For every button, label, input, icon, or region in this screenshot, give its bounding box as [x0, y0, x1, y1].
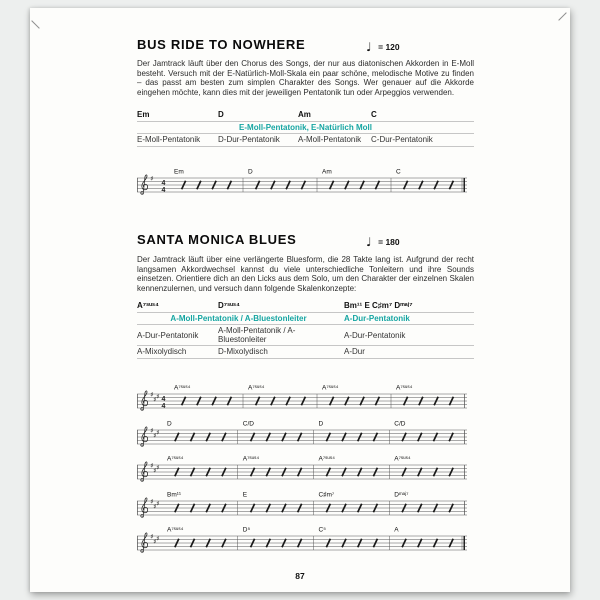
- svg-text:A⁷ˢᵘˢ⁴: A⁷ˢᵘˢ⁴: [248, 384, 265, 392]
- svg-text:Am: Am: [322, 168, 332, 176]
- description-text: Der Jamtrack läuft über den Chorus des Songs, der nur aus diatonischen Akkorden in E-Moll besteht. Versuch mit der E-Natürlich-Moll-Skala ein paar schöne, melodische Motive zu finden – das passt am besten zum simplen Charakter des Songs. Wer genauer auf die Akkorde eingehen möchte, kann dies mit der jeweiligen Pentatonik tun oder Arpeggios verwenden.: [137, 59, 474, 97]
- staff-system-group: [135, 384, 469, 562]
- scale-cell: A-Dur-Pentatonik: [137, 330, 199, 340]
- staff-notation-bus-ride: [135, 168, 469, 196]
- svg-text:D: D: [318, 420, 324, 427]
- svg-text:A: A: [394, 526, 399, 534]
- scale-cell: E-Moll-Pentatonik: [137, 135, 201, 145]
- svg-text:C♯m⁷: C♯m⁷: [318, 491, 335, 498]
- highlight-row: [137, 122, 474, 135]
- scale-row: [137, 346, 474, 359]
- scale-table-bus-ride: [137, 109, 474, 147]
- scale-cell: A-Moll-Pentatonik / A-Bluestonleiter: [218, 326, 296, 344]
- chord-name: Am: [298, 110, 311, 120]
- svg-text:♯: ♯: [156, 429, 160, 436]
- svg-text:A⁷ˢᵘˢ⁴: A⁷ˢᵘˢ⁴: [394, 455, 411, 463]
- svg-text:♯: ♯: [153, 539, 157, 545]
- chord-header-row: [137, 300, 474, 313]
- staff-notation-line-2: [135, 420, 469, 448]
- highlight-scale: A-Moll-Pentatonik / A-Bluestonleiter: [170, 313, 307, 323]
- svg-text:C: C: [396, 168, 401, 176]
- chord-name: D⁷ˢᵘˢ⁴: [218, 301, 240, 311]
- svg-text:D: D: [167, 420, 172, 427]
- svg-text:4: 4: [161, 186, 166, 194]
- svg-text:♯: ♯: [153, 397, 157, 403]
- svg-text:C/D: C/D: [394, 420, 406, 427]
- scale-cell: A-Dur: [344, 347, 365, 357]
- svg-text:♯: ♯: [150, 534, 154, 540]
- highlight-row: [137, 313, 474, 326]
- svg-text:D: D: [248, 168, 253, 176]
- svg-text:A⁷ˢᵘˢ⁴: A⁷ˢᵘˢ⁴: [174, 384, 191, 392]
- scale-table-santa-monica: [137, 300, 474, 359]
- svg-text:A⁷ˢᵘˢ⁴: A⁷ˢᵘˢ⁴: [242, 455, 260, 463]
- song-title-bus-ride: BUS RIDE TO NOWHERE: [137, 37, 306, 52]
- svg-text:A⁷ˢᵘˢ⁴: A⁷ˢᵘˢ⁴: [318, 455, 335, 463]
- page-corner-mark: [558, 12, 566, 20]
- svg-text:C⁵: C⁵: [318, 526, 326, 534]
- svg-text:4: 4: [161, 402, 166, 410]
- svg-text:♯: ♯: [156, 393, 160, 400]
- svg-text:A⁷ˢᵘˢ⁴: A⁷ˢᵘˢ⁴: [396, 384, 413, 392]
- scale-cell: A-Moll-Pentatonik: [298, 135, 362, 145]
- staff-notation-line-5: [135, 526, 469, 554]
- tempo-value: = 180: [378, 237, 400, 247]
- svg-text:♯: ♯: [156, 500, 160, 507]
- quarter-note-icon: ♩: [366, 40, 372, 54]
- svg-text:♯: ♯: [153, 468, 157, 474]
- svg-text:♯: ♯: [150, 392, 154, 398]
- scale-cell: A-Mixolydisch: [137, 347, 187, 357]
- scale-row: [137, 325, 474, 346]
- chord-name: C: [371, 110, 377, 120]
- svg-text:♯: ♯: [150, 463, 154, 469]
- chord-name: D: [218, 110, 224, 120]
- svg-text:A⁷ˢᵘˢ⁴: A⁷ˢᵘˢ⁴: [167, 526, 184, 534]
- svg-text:♯: ♯: [150, 427, 154, 434]
- highlight-scale: E-Moll-Pentatonik, E-Natürlich Moll: [239, 122, 372, 132]
- scale-cell: A-Dur-Pentatonik: [344, 330, 406, 340]
- svg-text:♯: ♯: [153, 503, 157, 510]
- tempo-marking: [366, 232, 400, 250]
- svg-text:4: 4: [161, 395, 166, 403]
- page: [30, 8, 570, 592]
- svg-text:Dᵐᵃʲ⁷: Dᵐᵃʲ⁷: [394, 491, 409, 498]
- scale-cell: D-Dur-Pentatonik: [218, 135, 280, 145]
- svg-text:♯: ♯: [150, 176, 154, 182]
- chord-name: Bm¹¹ E C♯m⁷ Dᵐᵃʲ⁷: [344, 301, 413, 311]
- svg-text:E: E: [242, 491, 248, 498]
- svg-text:♯: ♯: [150, 498, 154, 505]
- scale-cell: D-Mixolydisch: [218, 347, 268, 357]
- svg-text:A⁷ˢᵘˢ⁴: A⁷ˢᵘˢ⁴: [322, 384, 339, 392]
- song-title-santa-monica: SANTA MONICA BLUES: [137, 232, 297, 247]
- svg-text:Em: Em: [174, 168, 184, 176]
- svg-text:C/D: C/D: [242, 420, 254, 427]
- svg-text:♯: ♯: [156, 464, 160, 471]
- svg-text:4: 4: [161, 179, 166, 187]
- staff-notation-line-3: [135, 455, 469, 483]
- chord-name: A⁷ˢᵘˢ⁴: [137, 301, 159, 311]
- svg-text:♯: ♯: [153, 432, 157, 439]
- tempo-marking: [366, 37, 400, 55]
- page-number: 87: [295, 571, 305, 581]
- scale-row: [137, 134, 474, 147]
- scale-cell: C-Dur-Pentatonik: [371, 135, 433, 145]
- svg-text:D⁵: D⁵: [242, 526, 251, 534]
- page-corner-mark: [31, 20, 39, 28]
- staff-notation-line-1: [135, 384, 469, 412]
- tempo-value: = 120: [378, 42, 400, 52]
- highlight-scale: A-Dur-Pentatonik: [344, 313, 410, 323]
- quarter-note-icon: ♩: [366, 235, 372, 249]
- chord-header-row: [137, 109, 474, 122]
- staff-notation-line-4: [135, 491, 469, 519]
- svg-text:Bm¹¹: Bm¹¹: [167, 491, 182, 498]
- chord-name: Em: [137, 110, 150, 120]
- svg-text:♯: ♯: [156, 535, 160, 542]
- svg-text:A⁷ˢᵘˢ⁴: A⁷ˢᵘˢ⁴: [167, 455, 184, 463]
- description-text: Der Jamtrack läuft über eine verlängerte Bluesform, die 28 Takte lang ist. Aufgrund der recht langsamen Akkordwechsel kannst du viele unterschiedliche Tonleitern und ihre Sounds einsetzen. Orientiere dich an den Licks aus dem Solo, um den Charakter der einzelnen Skalen kennenzulernen, und versuch dann folgende Skalenkonzepte:: [137, 255, 474, 293]
